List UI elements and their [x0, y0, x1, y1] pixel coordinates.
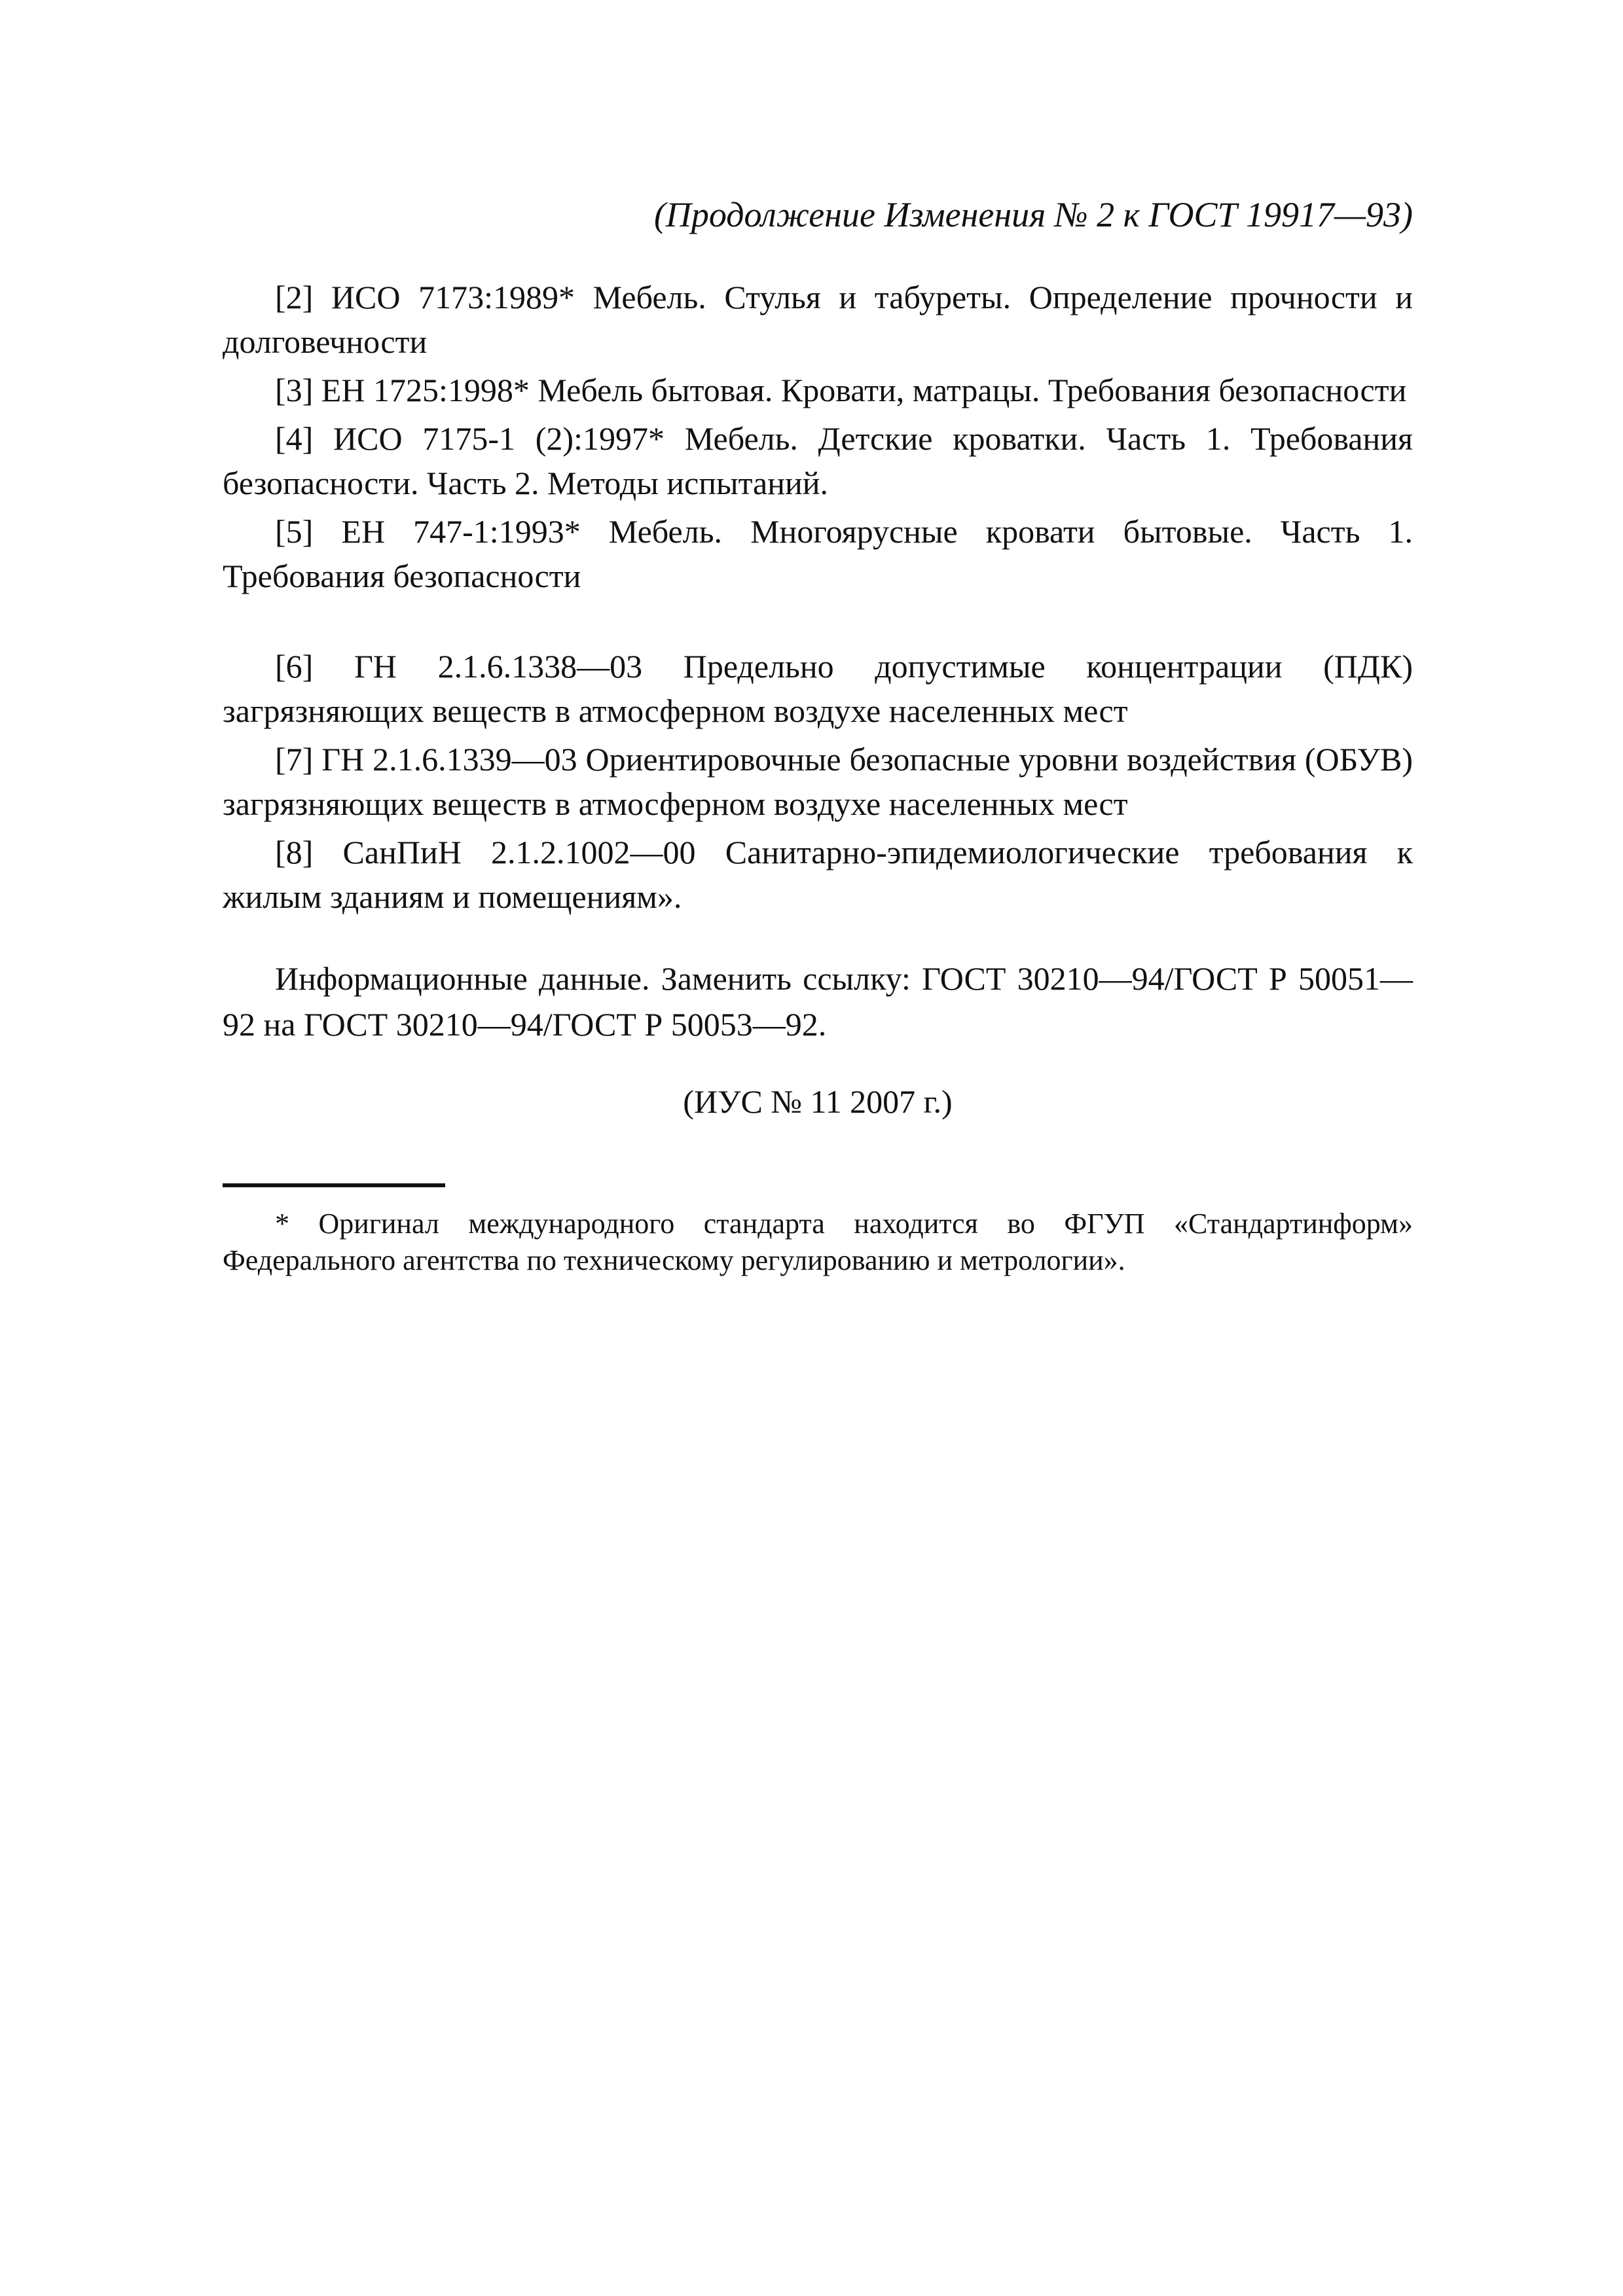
ius-citation: (ИУС № 11 2007 г.) [683, 1083, 953, 1120]
footnote [223, 1206, 1413, 1279]
reference-list-hygiene [223, 644, 1413, 923]
reference-item-3: [3] ЕН 1725:1998* Мебель бытовая. Кровати, матрацы. Требования безопасности [275, 372, 1407, 408]
reference-item-6: [6] ГН 2.1.6.1338—03 Предельно допустимые концентрации (ПДК) загрязняющих веществ в атмосферном воздухе населенных мест [223, 648, 1413, 729]
information-data-text: Информационные данные. Заменить ссылку: ГОСТ 30210—94/ГОСТ Р 50051—92 на ГОСТ 30210—94/ГОСТ Р 50053—92. [223, 960, 1413, 1043]
reference-item-4: [4] ИСО 7175-1 (2):1997* Мебель. Детские кроватки. Часть 1. Требования безопасности. Часть 2. Методы испытаний. [223, 420, 1413, 501]
footnote-text: * Оригинал международного стандарта находится во ФГУП «Стандартинформ» Федерального агентства по техническому регулированию и метрологии». [223, 1208, 1413, 1276]
reference-item-7: [7] ГН 2.1.6.1339—03 Ориентировочные безопасные уровни воздействия (ОБУВ) загрязняющих веществ в атмосферном воздухе населенных мест [223, 741, 1413, 822]
continuation-header: (Продолжение Изменения № 2 к ГОСТ 19917—93) [653, 195, 1413, 234]
footnote-divider [223, 1183, 445, 1187]
reference-item-5: [5] ЕН 747-1:1993* Мебель. Многоярусные кровати бытовые. Часть 1. Требования безопасности [223, 513, 1413, 594]
reference-list-standards [223, 275, 1413, 602]
reference-item-8: [8] СанПиН 2.1.2.1002—00 Санитарно-эпидемиологические требования к жилым зданиям и помещениям». [223, 834, 1413, 915]
information-data [223, 956, 1413, 1047]
reference-item-2: [2] ИСО 7173:1989* Мебель. Стулья и табуреты. Определение прочности и долговечности [223, 279, 1413, 360]
